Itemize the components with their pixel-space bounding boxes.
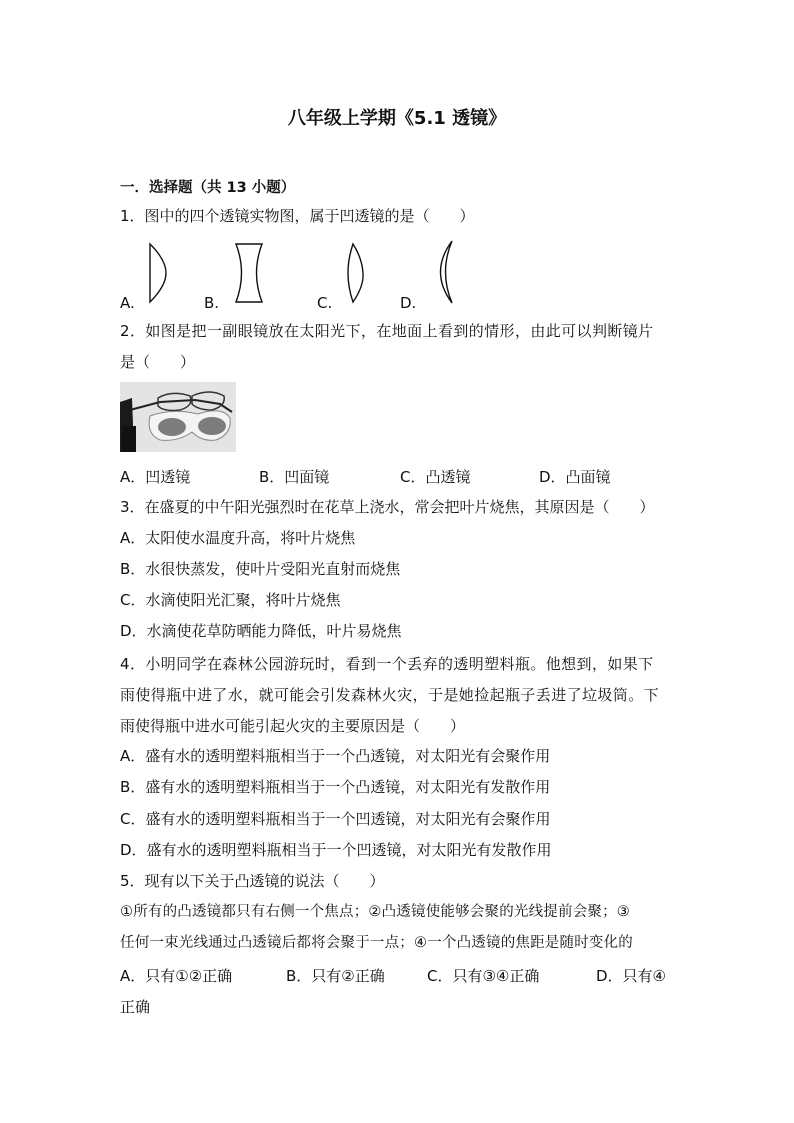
q4-stem-line1: 4．小明同学在森林公园游玩时，看到一个丢弃的透明塑料瓶。他想到，如果下 [120,655,654,673]
q5-option-d[interactable]: D．只有④ [596,967,666,985]
section-heading: 一．选择题（共 13 小题） [120,180,296,196]
q5-option-a[interactable]: A．只有①②正确 [120,967,233,985]
lens-b-concave-icon [233,242,265,304]
q1-label-a[interactable]: A. [120,294,135,312]
q2-stem-line1: 2．如图是把一副眼镜放在太阳光下，在地面上看到的情形，由此可以判断镜片 [120,322,654,340]
q5-option-c[interactable]: C．只有③④正确 [427,967,540,985]
q4-option-d[interactable]: D．盛有水的透明塑料瓶相当于一个凹透镜，对太阳光有发散作用 [120,841,552,859]
q1-label-d[interactable]: D. [400,294,417,312]
q4-option-c[interactable]: C．盛有水的透明塑料瓶相当于一个凹透镜，对太阳光有会聚作用 [120,810,551,828]
q5-statement-line2: 任何一束光线通过凸透镜后都将会聚于一点；④一个凸透镜的焦距是随时变化的 [120,935,633,951]
q1-label-b[interactable]: B. [204,294,220,312]
q1-stem: 1．图中的四个透镜实物图，属于凹透镜的是（ ） [120,207,475,225]
q4-option-a[interactable]: A．盛有水的透明塑料瓶相当于一个凸透镜，对太阳光有会聚作用 [120,747,551,765]
lens-d-meniscus-icon [428,238,458,306]
q4-option-b[interactable]: B．盛有水的透明塑料瓶相当于一个凸透镜，对太阳光有发散作用 [120,778,551,796]
page-title: 八年级上学期《5.1 透镜》 [287,108,507,129]
q2-option-b[interactable]: B．凹面镜 [259,468,330,486]
q2-option-d[interactable]: D．凸面镜 [539,468,611,486]
q5-option-b[interactable]: B．只有②正确 [286,967,385,985]
q4-stem-line3: 雨使得瓶中进水可能引起火灾的主要原因是（ ） [120,717,466,735]
lens-a-plano-convex-icon [146,242,168,304]
q5-stem: 5．现有以下关于凸透镜的说法（ ） [120,872,385,890]
q3-option-a[interactable]: A．太阳使水温度升高，将叶片烧焦 [120,529,356,547]
q2-option-a[interactable]: A．凹透镜 [120,468,191,486]
q3-option-d[interactable]: D．水滴使花草防晒能力降低，叶片易烧焦 [120,622,402,640]
q2-stem-line2: 是（ ） [120,353,196,371]
q5-option-d-continued: 正确 [120,998,151,1016]
q3-option-b[interactable]: B．水很快蒸发，使叶片受阳光直射而烧焦 [120,560,401,578]
q4-stem-line2: 雨使得瓶中进了水，就可能会引发森林火灾，于是她捡起瓶子丢进了垃圾筒。下 [120,686,660,704]
q3-option-c[interactable]: C．水滴使阳光汇聚，将叶片烧焦 [120,591,341,609]
q1-label-c[interactable]: C. [317,294,333,312]
lens-c-convex-meniscus-icon [340,242,366,304]
q2-option-c[interactable]: C．凸透镜 [400,468,471,486]
q3-stem: 3．在盛夏的中午阳光强烈时在花草上浇水，常会把叶片烧焦，其原因是（ ） [120,498,655,516]
q5-statement-line1: ①所有的凸透镜都只有右侧一个焦点；②凸透镜使能够会聚的光线提前会聚；③ [120,904,630,920]
glasses-shadow-photo [120,382,236,452]
